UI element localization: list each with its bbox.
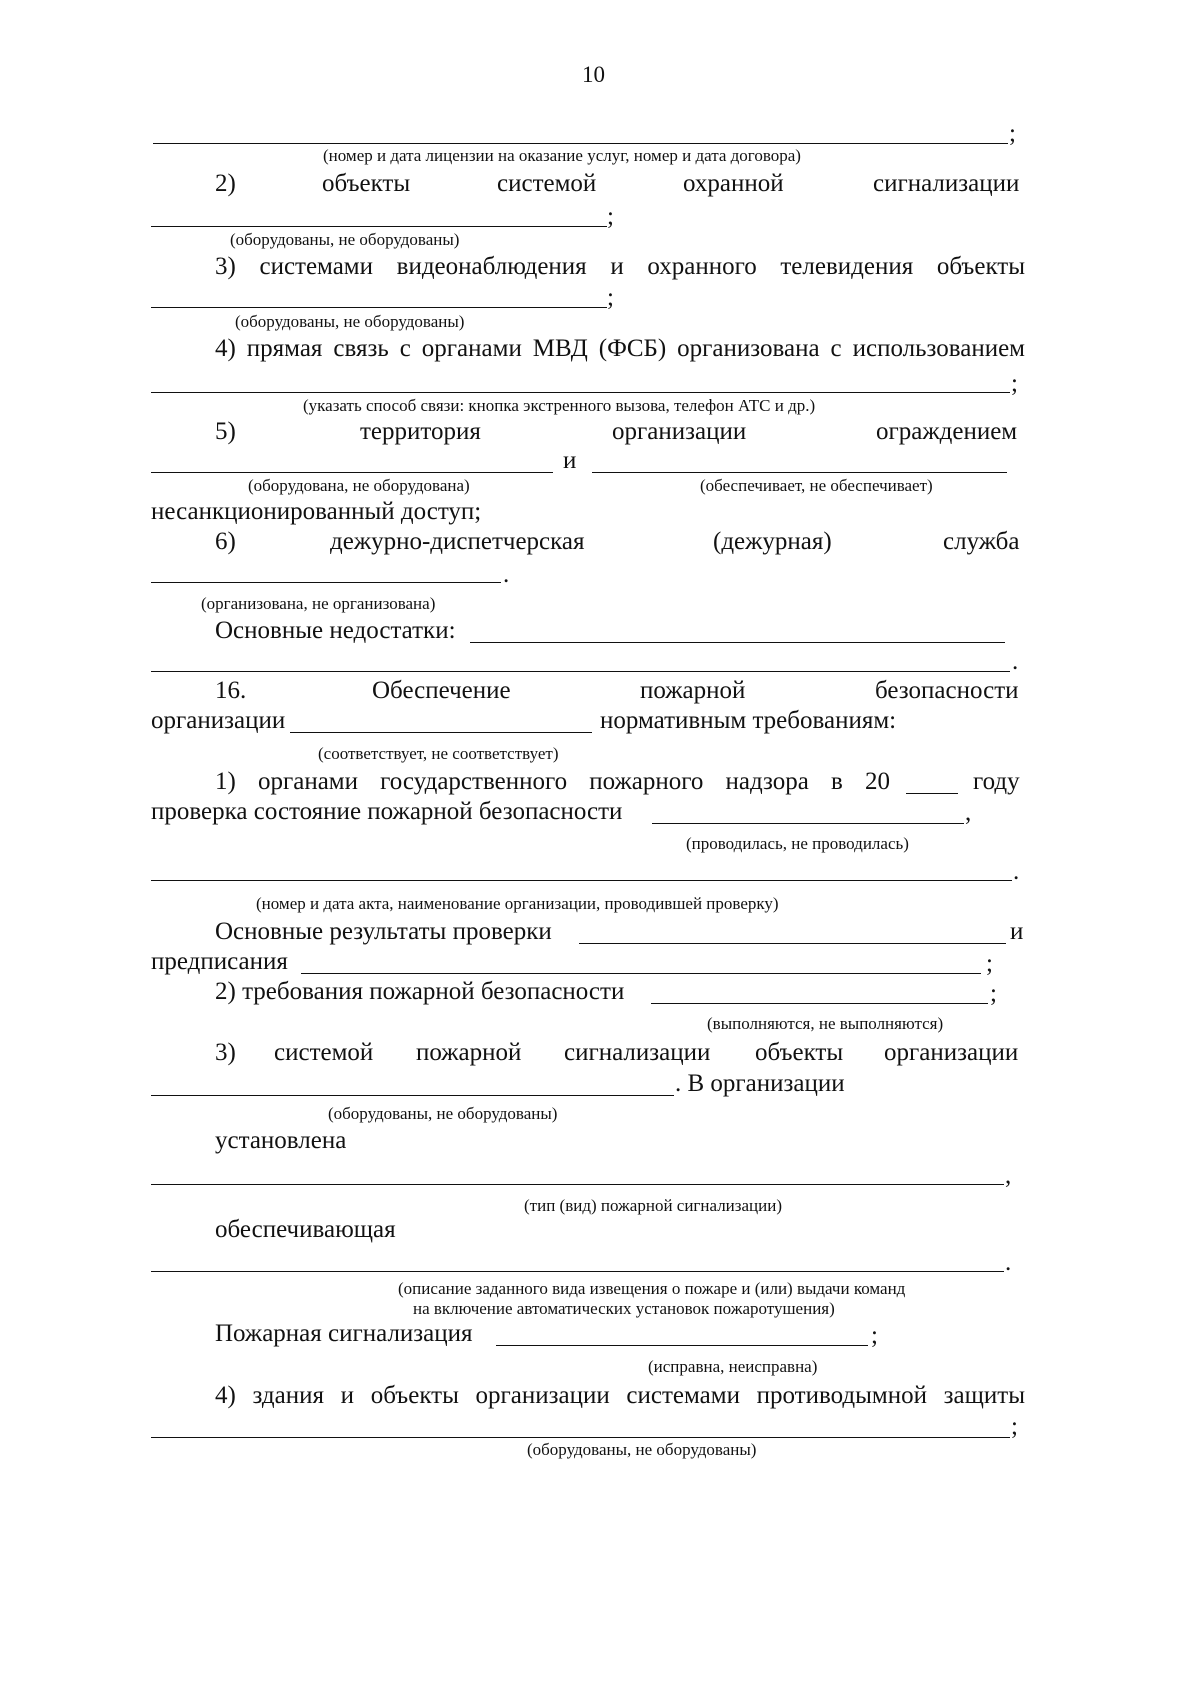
text-unauthorized-access: несанкционированный доступ;: [151, 498, 482, 525]
word: пожарной: [640, 677, 746, 704]
punct: ;: [871, 1322, 878, 1349]
fill-line-requirements: [651, 1003, 988, 1004]
text-requirements: нормативным требованиям:: [600, 707, 897, 734]
word: дежурно-диспетчерская: [330, 528, 585, 555]
item-direct-link: 4) прямая связь с органами МВД (ФСБ) организована с использованием: [215, 335, 1025, 362]
label-fire-alarm: Пожарная сигнализация: [215, 1320, 473, 1347]
hint-communication: (указать способ связи: кнопка экстренного вызова, телефон АТС и др.): [303, 396, 816, 415]
conjunction: и: [1010, 918, 1024, 945]
word: служба: [943, 528, 1020, 555]
fill-line-notification: [151, 1271, 1004, 1272]
label-prescriptions: предписания: [151, 948, 288, 975]
page-number: 10: [582, 62, 605, 87]
fill-line-license: [153, 143, 1008, 144]
item-video-surveillance: 3) системами видеонаблюдения и охранного телевидения объекты: [215, 253, 1025, 280]
hint-provides: (обеспечивает, не обеспечивает): [700, 476, 933, 495]
fill-line-deficiencies: [470, 642, 1005, 643]
fill-line-deficiencies-2: [151, 671, 1010, 672]
hint-alarm-type: (тип (вид) пожарной сигнализации): [524, 1196, 782, 1215]
fill-line-dispatch: [151, 582, 501, 583]
label-results: Основные результаты проверки: [215, 918, 552, 945]
punct: ;: [986, 950, 993, 977]
hint-notification-2: на включение автоматических установок пожаротушения): [413, 1299, 835, 1318]
word: сигнализации: [873, 170, 1020, 197]
hint-organized: (организована, не организована): [201, 594, 436, 613]
word: организации: [151, 707, 286, 734]
punct: ;: [607, 203, 614, 230]
hint-equipped: (оборудованы, не оборудованы): [527, 1440, 757, 1459]
conjunction: и: [563, 447, 577, 474]
hint-equipped: (оборудованы, не оборудованы): [328, 1104, 558, 1123]
fill-line-fence: [151, 472, 553, 473]
punct: ;: [990, 980, 997, 1007]
word: охранной: [683, 170, 784, 197]
fill-line-security-alarm: [151, 226, 607, 227]
text-smoke-protection: 4) здания и объекты организации системами противодымной защиты: [215, 1382, 1025, 1409]
hint-license: (номер и дата лицензии на оказание услуг, номер и дата договора): [323, 146, 801, 165]
hint-fulfilled: (выполняются, не выполняются): [707, 1014, 944, 1033]
fill-line-alarm-status: [496, 1345, 868, 1346]
punct: ;: [607, 284, 614, 311]
fill-line-act: [151, 880, 1012, 881]
word: безопасности: [875, 677, 1019, 704]
word: системой: [274, 1039, 374, 1066]
label-providing: обеспечивающая: [215, 1216, 396, 1243]
word: сигнализации: [564, 1039, 711, 1066]
fill-line-fence-provides: [592, 472, 1007, 473]
text-inspection: проверка состояние пожарной безопасности: [151, 798, 623, 825]
punct: ;: [1009, 120, 1016, 147]
text-in-organization: . В организации: [675, 1070, 845, 1097]
item-number: 3): [215, 1039, 236, 1066]
fill-line-alarm-type: [151, 1184, 1004, 1185]
punct: .: [1013, 858, 1020, 885]
fill-line-inspection: [652, 823, 964, 824]
hint-equipped: (оборудованы, не оборудованы): [235, 312, 465, 331]
punct: ;: [1011, 1413, 1018, 1440]
word: системой: [497, 170, 597, 197]
hint-fence: (оборудована, не оборудована): [248, 476, 470, 495]
fill-line-results: [579, 943, 1006, 944]
hint-notification: (описание заданного вида извещения о пожаре и (или) выдачи команд: [398, 1279, 906, 1298]
fill-line-video: [151, 307, 607, 308]
hint-equipped: (оборудованы, не оборудованы): [230, 230, 460, 249]
punct: ,: [1005, 1162, 1012, 1189]
item-number: 2): [215, 170, 236, 197]
word: Обеспечение: [372, 677, 511, 704]
section-number: 16.: [215, 677, 247, 704]
hint-conducted: (проводилась, не проводилась): [686, 834, 909, 853]
word: объекты: [322, 170, 411, 197]
fill-line-prescriptions: [301, 973, 981, 974]
word: пожарной: [416, 1039, 522, 1066]
punct: .: [503, 561, 510, 588]
punct: .: [1005, 1249, 1012, 1276]
word: объекты: [755, 1039, 844, 1066]
hint-act: (номер и дата акта, наименование организации, проводившей проверку): [256, 894, 779, 913]
item-number: 6): [215, 528, 236, 555]
punct: .: [1012, 648, 1019, 675]
fill-line-fire-alarm: [151, 1095, 674, 1096]
word: территория: [360, 418, 481, 445]
hint-compliance: (соответствует, не соответствует): [318, 744, 559, 763]
word: (дежурная): [713, 528, 832, 555]
item-number: 5): [215, 418, 236, 445]
fill-line-year: [906, 793, 958, 794]
fill-line-smoke-protection: [151, 1437, 1010, 1438]
fill-line-communication: [151, 392, 1010, 393]
word: году: [973, 768, 1020, 795]
word: организации: [612, 418, 747, 445]
label-deficiencies: Основные недостатки:: [215, 617, 456, 644]
punct: ,: [965, 799, 972, 826]
word: ограждением: [876, 418, 1018, 445]
punct: ;: [1011, 370, 1018, 397]
text-fire-supervision: 1) органами государственного пожарного надзора в 20: [215, 768, 890, 795]
hint-working: (исправна, неисправна): [648, 1357, 818, 1376]
fill-line-compliance: [290, 732, 592, 733]
text-fire-requirements: 2) требования пожарной безопасности: [215, 978, 625, 1005]
word: организации: [884, 1039, 1019, 1066]
label-installed: установлена: [215, 1127, 347, 1154]
